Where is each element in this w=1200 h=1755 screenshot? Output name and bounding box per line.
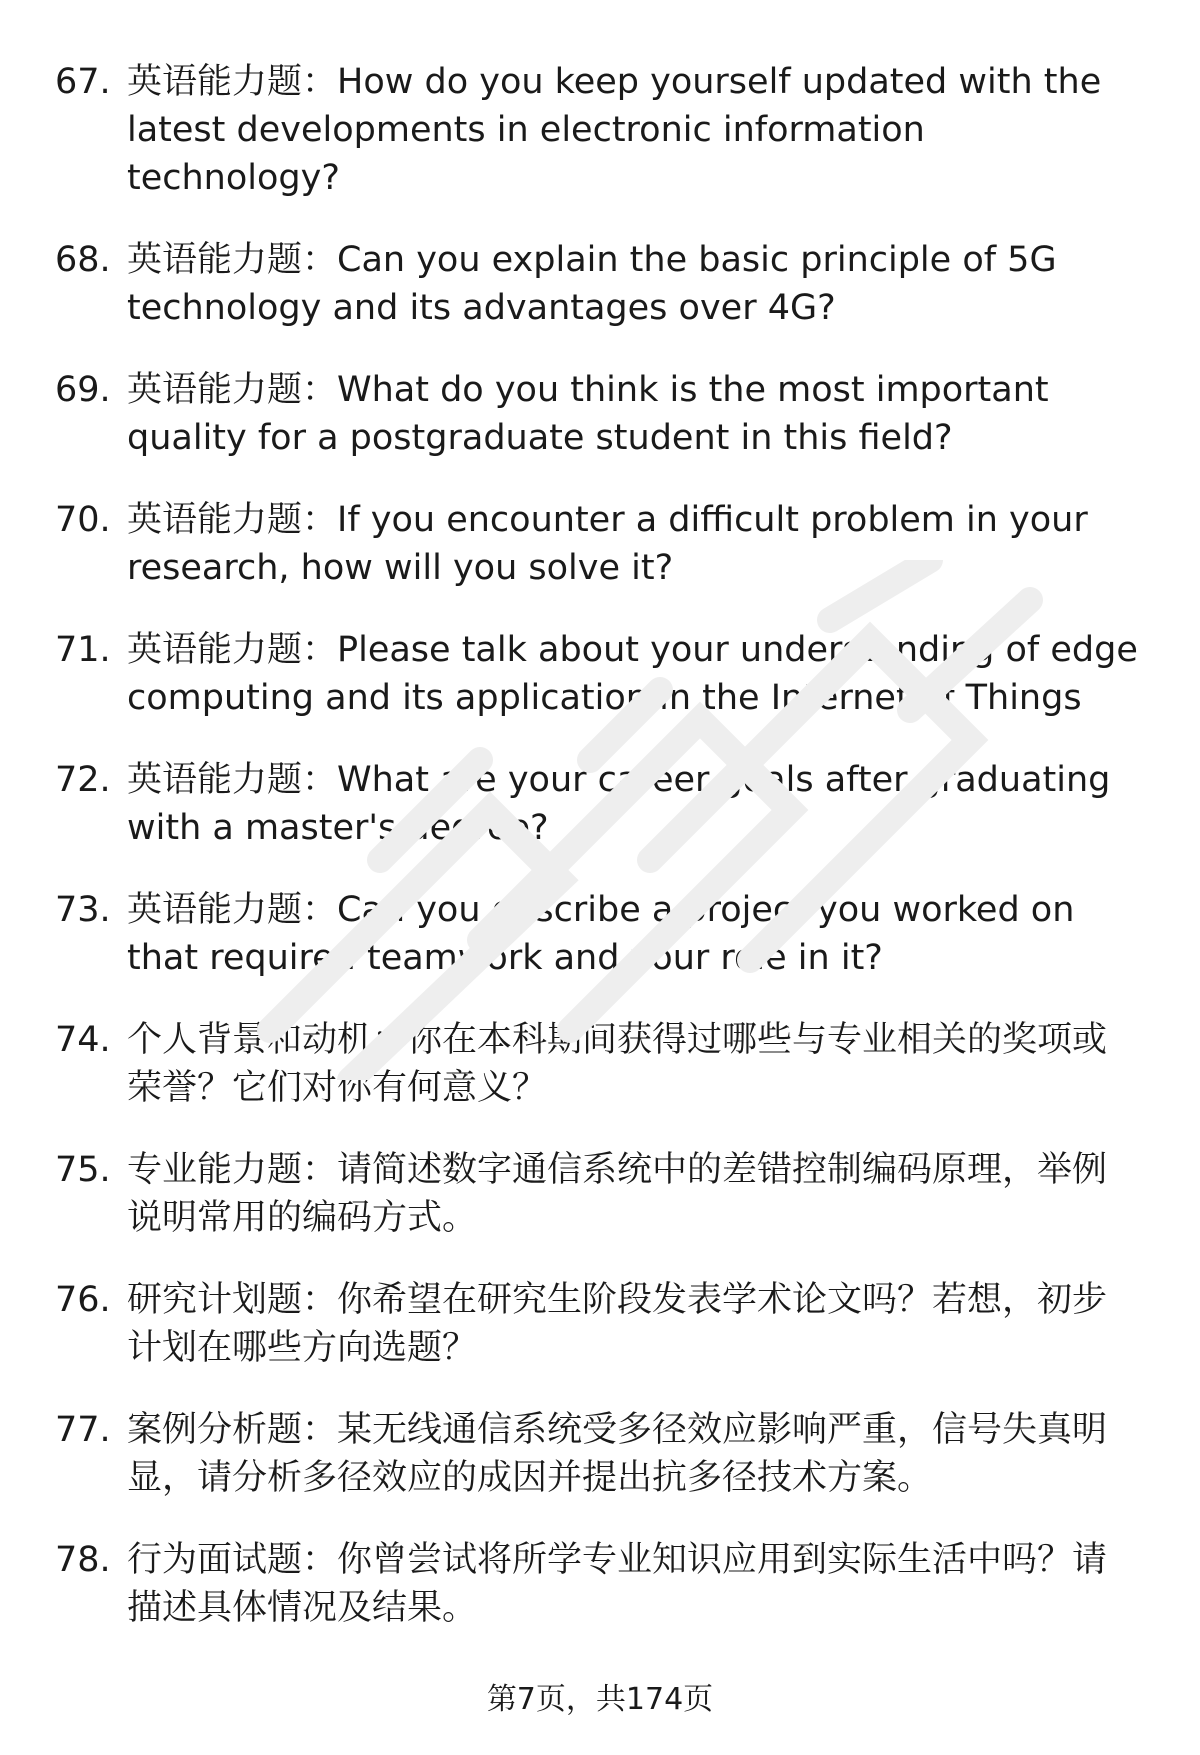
question-item — [55, 58, 1140, 202]
question-text: 英语能力题：What are your career goals after graduating with a master's degree? — [127, 760, 1111, 848]
question-item — [55, 496, 1140, 592]
question-number: 68. — [55, 240, 111, 280]
question-number: 69. — [55, 370, 111, 410]
question-number: 71. — [55, 630, 111, 670]
question-item — [55, 626, 1140, 722]
question-text: 专业能力题：请简述数字通信系统中的差错控制编码原理，举例说明常用的编码方式。 — [127, 1150, 1108, 1238]
question-item — [55, 236, 1140, 332]
question-number: 73. — [55, 890, 111, 930]
question-number: 75. — [55, 1150, 111, 1190]
question-text: 英语能力题：Can you describe a project you worked on that required teamwork and your role in it? — [127, 890, 1075, 978]
question-item — [55, 1536, 1140, 1632]
question-number: 77. — [55, 1410, 111, 1450]
question-number: 74. — [55, 1020, 111, 1060]
question-item — [55, 1146, 1140, 1242]
question-text: 英语能力题：If you encounter a difficult problem in your research, how will you solve it? — [127, 500, 1088, 588]
page-number-footer: 第7页，共174页 — [486, 1682, 714, 1717]
question-number: 72. — [55, 760, 111, 800]
question-text: 个人背景和动机：你在本科期间获得过哪些与专业相关的奖项或荣誉？它们对你有何意义？ — [127, 1020, 1108, 1108]
question-item — [55, 366, 1140, 462]
question-item — [55, 1276, 1140, 1372]
question-text: 英语能力题：What do you think is the most important quality for a postgraduate student in this field? — [127, 370, 1049, 458]
question-text: 英语能力题：How do you keep yourself updated with the latest developments in electronic information technology? — [127, 62, 1102, 198]
question-number: 78. — [55, 1540, 111, 1580]
question-item — [55, 1406, 1140, 1502]
question-number: 76. — [55, 1280, 111, 1320]
question-item — [55, 886, 1140, 982]
question-item — [55, 1016, 1140, 1112]
question-text: 英语能力题：Please talk about your understanding of edge computing and its application in the Internet of Things — [127, 630, 1138, 718]
question-text: 研究计划题：你希望在研究生阶段发表学术论文吗？若想，初步计划在哪些方向选题？ — [127, 1280, 1108, 1368]
question-text: 案例分析题：某无线通信系统受多径效应影响严重，信号失真明显，请分析多径效应的成因并提出抗多径技术方案。 — [127, 1410, 1108, 1498]
question-text: 英语能力题：Can you explain the basic principle of 5G technology and its advantages over 4G? — [127, 240, 1057, 328]
question-item — [55, 756, 1140, 852]
question-text: 行为面试题：你曾尝试将所学专业知识应用到实际生活中吗？请描述具体情况及结果。 — [127, 1540, 1108, 1628]
question-number: 67. — [55, 62, 111, 102]
question-number: 70. — [55, 500, 111, 540]
